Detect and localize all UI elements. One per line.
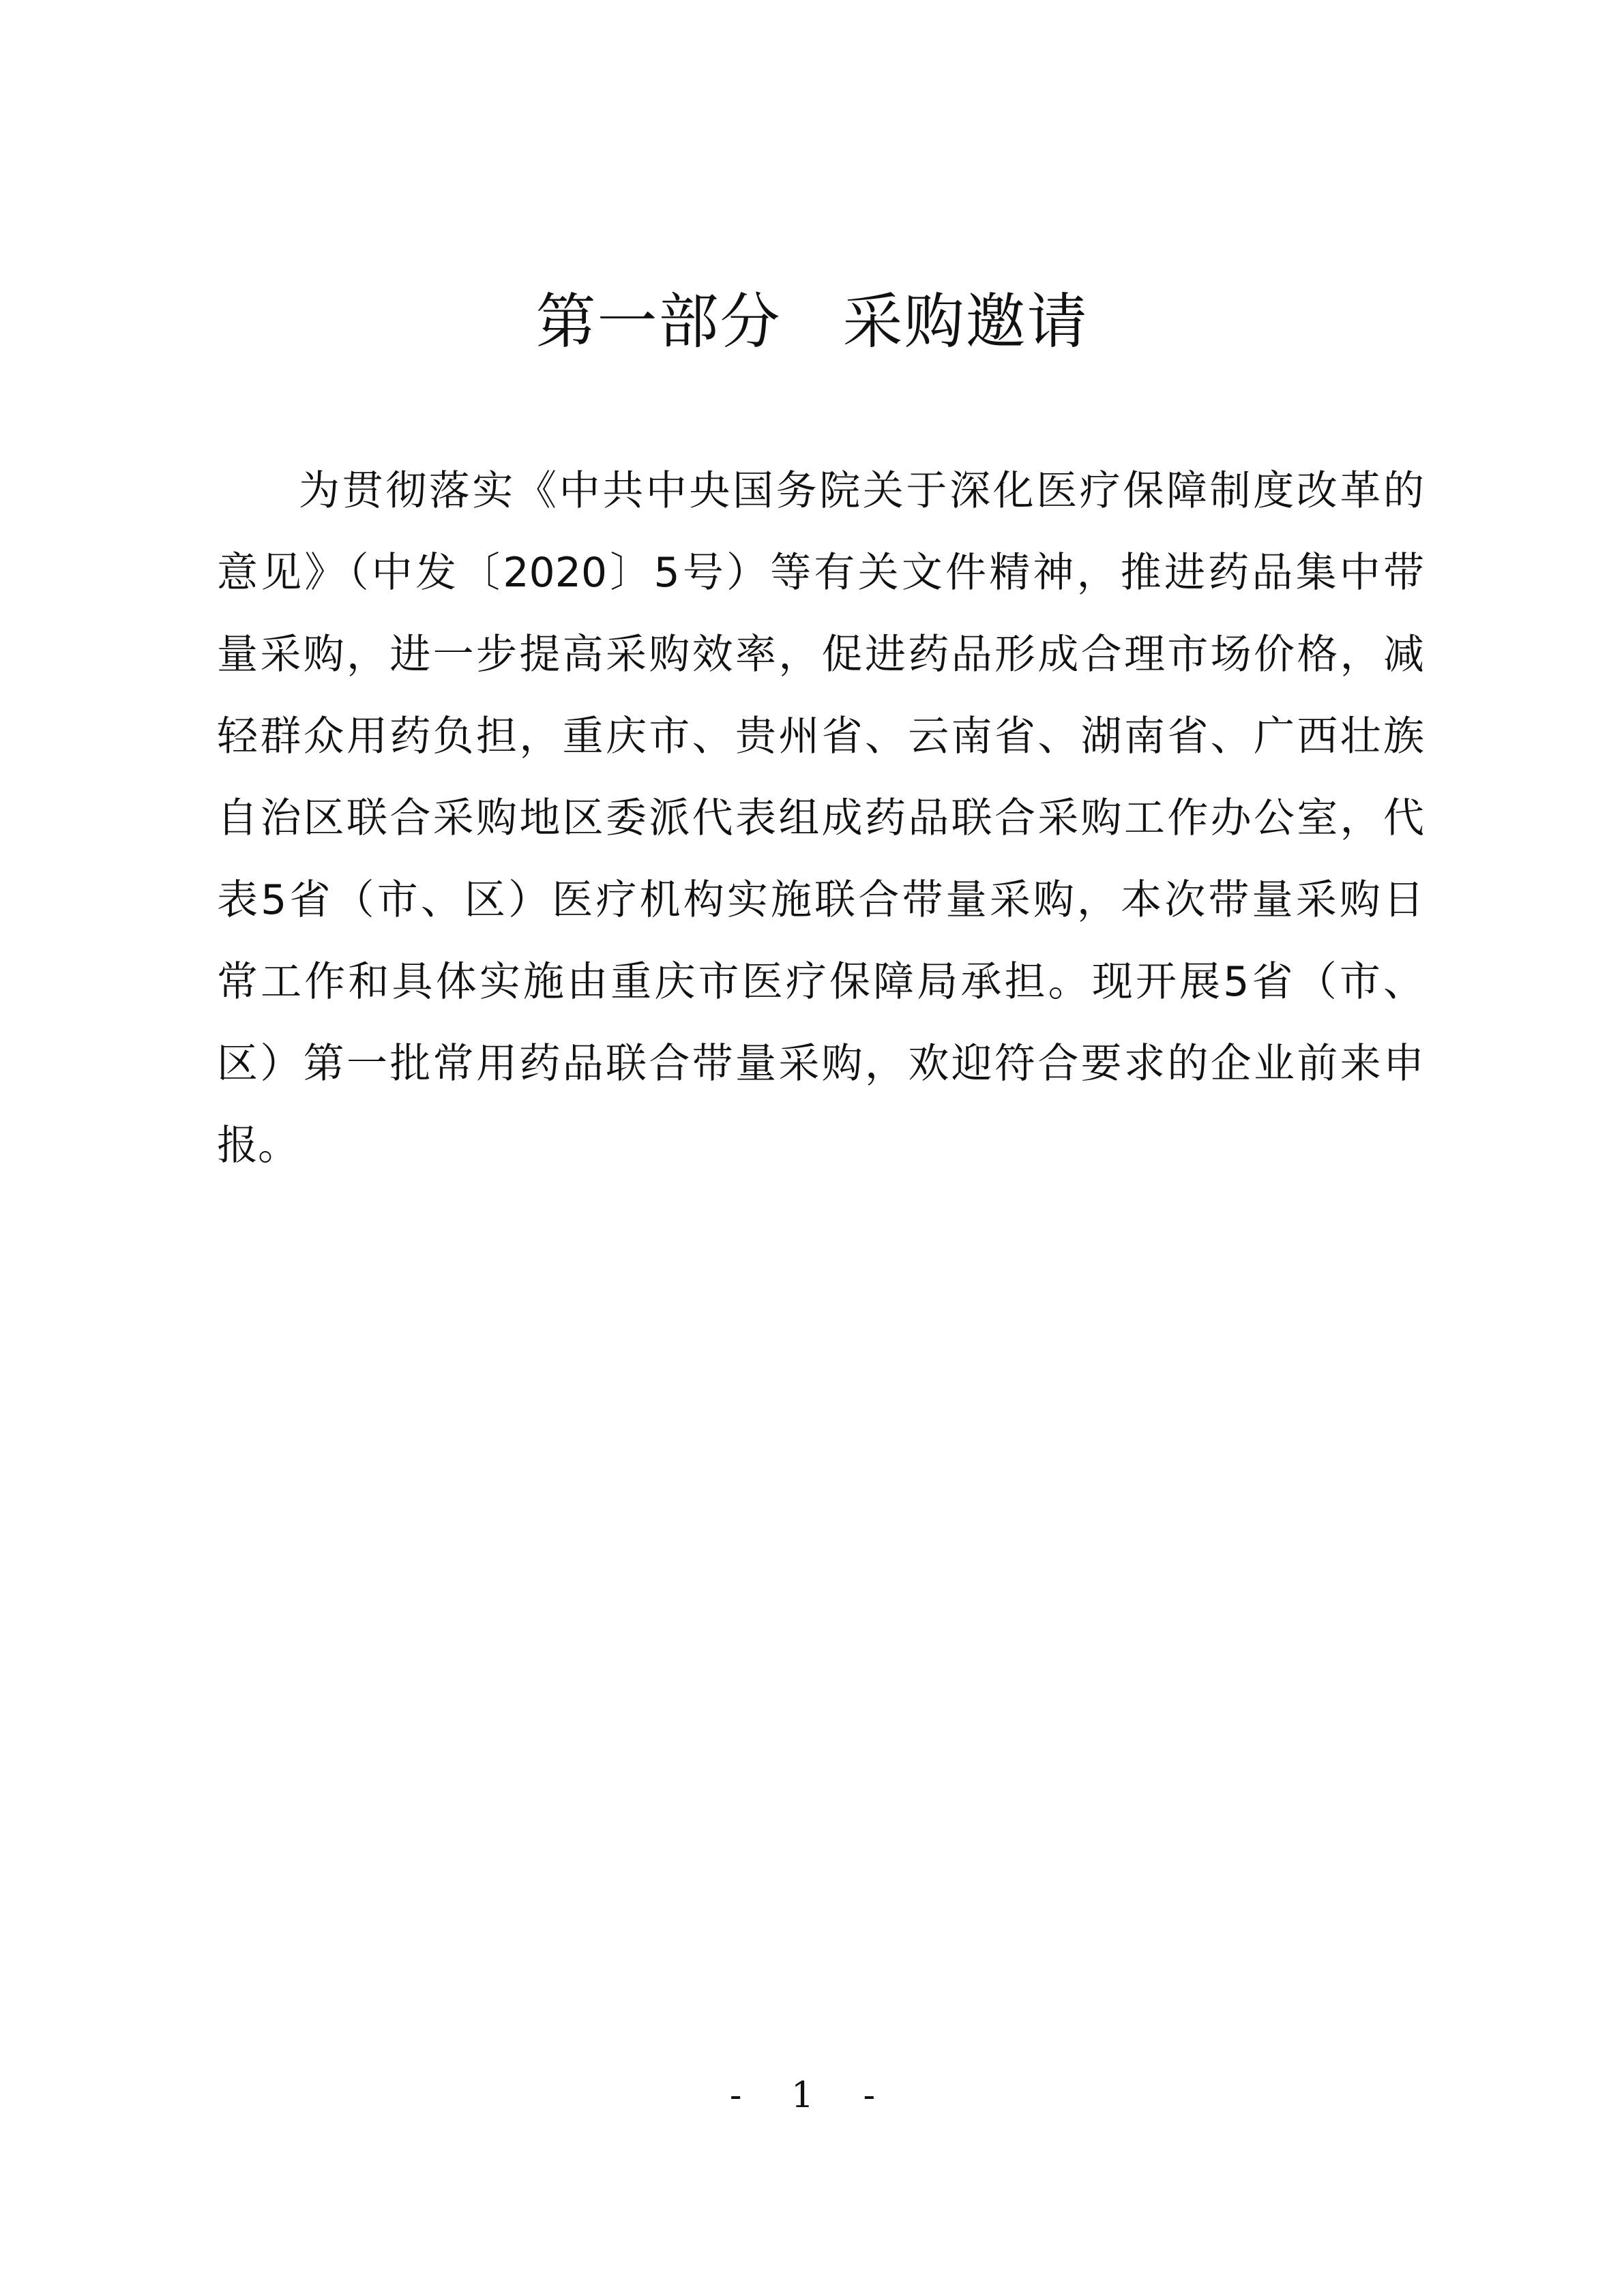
paragraph-line: 表5省（市、区）医疗机构实施联合带量采购，本次带量采购日 — [217, 876, 1424, 924]
page-number: - 1 - — [729, 2075, 895, 2116]
paragraph-line: 量采购，进一步提高采购效率，促进药品形成合理市场价格，减 — [217, 631, 1424, 679]
paragraph-line: 区）第一批常用药品联合带量采购，欢迎符合要求的企业前来申 — [217, 1040, 1424, 1088]
paragraph-line: 意见》（中发〔2020〕5号）等有关文件精神，推进药品集中带 — [217, 549, 1424, 597]
paragraph-line: 报。 — [217, 1122, 299, 1169]
page-title: 第一部分 采购邀请 — [535, 286, 1089, 357]
paragraph-line: 轻群众用药负担，重庆市、贵州省、云南省、湖南省、广西壮族 — [217, 713, 1424, 760]
paragraph-line: 常工作和具体实施由重庆市医疗保障局承担。现开展5省（市、 — [217, 958, 1424, 1006]
paragraph-line: 为贯彻落实《中共中央国务院关于深化医疗保障制度改革的 — [299, 467, 1424, 515]
paragraph-line: 自治区联合采购地区委派代表组成药品联合采购工作办公室，代 — [217, 794, 1424, 842]
invitation-paragraph — [217, 450, 1424, 1187]
